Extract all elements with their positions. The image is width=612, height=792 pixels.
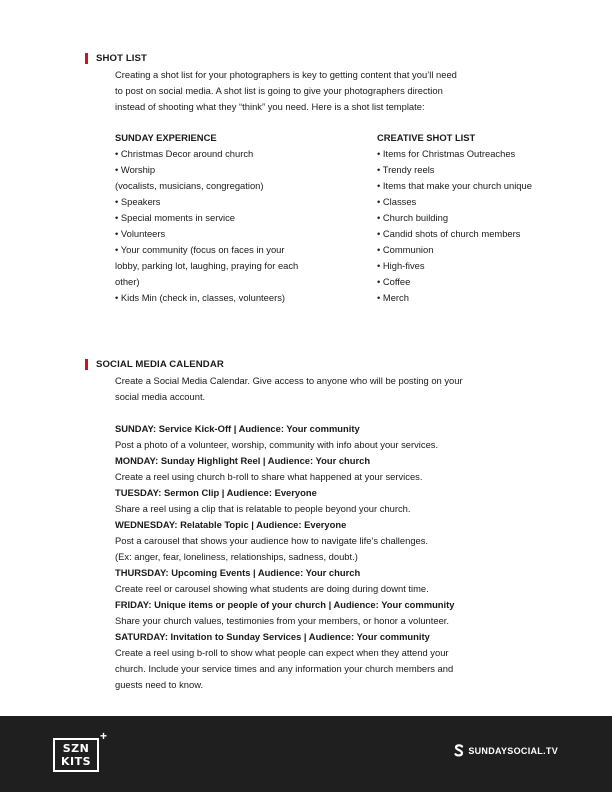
list-item: • Your community (focus on faces in your — [115, 244, 285, 255]
day-description: church. Include your service times and any information your church members and — [115, 663, 454, 674]
footer-brand — [454, 744, 558, 757]
day-description: Post a photo of a volunteer, worship, community with info about your services. — [115, 439, 439, 450]
list-item: • Speakers — [115, 196, 161, 207]
creative-shot-list-column — [377, 130, 532, 306]
logo-line: KITS — [60, 755, 92, 768]
footer — [0, 716, 612, 792]
list-item: • Items that make your church unique — [377, 180, 532, 191]
list-item: • Kids Min (check in, classes, volunteers) — [115, 292, 286, 303]
logo-line: SZN — [62, 742, 90, 755]
creative-shot-list-title: CREATIVE SHOT LIST — [377, 132, 476, 143]
day-heading: FRIDAY: Unique items or people of your church | Audience: Your community — [115, 599, 455, 610]
intro-line: instead of shooting what they “think” you need. Here is a shot list template: — [115, 101, 425, 112]
day-description: Create reel or carousel showing what students are doing during downt time. — [115, 583, 429, 594]
logo-plus-icon: + — [100, 729, 108, 743]
list-item: (vocalists, musicians, congregation) — [115, 180, 264, 191]
list-item: • Coffee — [377, 276, 411, 287]
intro-line: Creating a shot list for your photographers is key to getting content that you’ll need — [115, 69, 457, 80]
calendar-days — [115, 421, 535, 693]
list-item: • Christmas Decor around church — [115, 148, 254, 159]
day-heading: SUNDAY: Service Kick-Off | Audience: Your community — [115, 423, 360, 434]
section-marker — [85, 53, 88, 64]
calendar-intro — [115, 373, 535, 405]
sunday-experience-title: SUNDAY EXPERIENCE — [115, 132, 217, 143]
list-item: • Candid shots of church members — [377, 228, 521, 239]
calendar-title: SOCIAL MEDIA CALENDAR — [96, 359, 224, 370]
day-heading: TUESDAY: Sermon Clip | Audience: Everyone — [115, 487, 317, 498]
day-description: guests need to know. — [115, 679, 204, 690]
list-item: • Merch — [377, 292, 409, 303]
sunday-experience-column — [115, 130, 298, 306]
day-heading: WEDNESDAY: Relatable Topic | Audience: Everyone — [115, 519, 347, 530]
day-heading: SATURDAY: Invitation to Sunday Services | Audience: Your community — [115, 631, 430, 642]
list-item: • Trendy reels — [377, 164, 435, 175]
list-item: • Special moments in service — [115, 212, 235, 223]
day-description: Share your church values, testimonies from your members, or honor a volunteer. — [115, 615, 450, 626]
list-item: • Church building — [377, 212, 449, 223]
shot-list-intro — [115, 67, 535, 115]
day-description: Create a reel using b-roll to show what people can expect when they attend your — [115, 647, 449, 658]
sunday-social-logo-icon — [454, 744, 464, 757]
list-item: • Items for Christmas Outreaches — [377, 148, 516, 159]
day-heading: THURSDAY: Upcoming Events | Audience: Your church — [115, 567, 361, 578]
footer-url[interactable]: SUNDAYSOCIAL.TV — [468, 745, 558, 756]
szn-kits-logo — [53, 738, 99, 772]
day-description: (Ex: anger, fear, loneliness, relationships, sadness, doubt.) — [115, 551, 358, 562]
shot-list-title: SHOT LIST — [96, 53, 148, 64]
day-heading: MONDAY: Sunday Highlight Reel | Audience: Your church — [115, 455, 371, 466]
day-description: Post a carousel that shows your audience how to navigate life’s challenges. — [115, 535, 429, 546]
list-item: • Worship — [115, 164, 156, 175]
list-item: • High-fives — [377, 260, 425, 271]
day-description: Share a reel using a clip that is relatable to people beyond your church. — [115, 503, 411, 514]
list-item: other) — [115, 276, 140, 287]
list-item: • Classes — [377, 196, 417, 207]
day-description: Create a reel using church b-roll to share what happened at your services. — [115, 471, 423, 482]
list-item: lobby, parking lot, laughing, praying for each — [115, 260, 299, 271]
intro-line: to post on social media. A shot list is going to give your photographers direction — [115, 85, 443, 96]
calendar-heading — [85, 359, 224, 370]
intro-line: social media account. — [115, 391, 206, 402]
intro-line: Create a Social Media Calendar. Give access to anyone who will be posting on your — [115, 375, 463, 386]
list-item: • Communion — [377, 244, 434, 255]
shot-list-heading — [85, 53, 147, 64]
list-item: • Volunteers — [115, 228, 166, 239]
section-marker — [85, 359, 88, 370]
